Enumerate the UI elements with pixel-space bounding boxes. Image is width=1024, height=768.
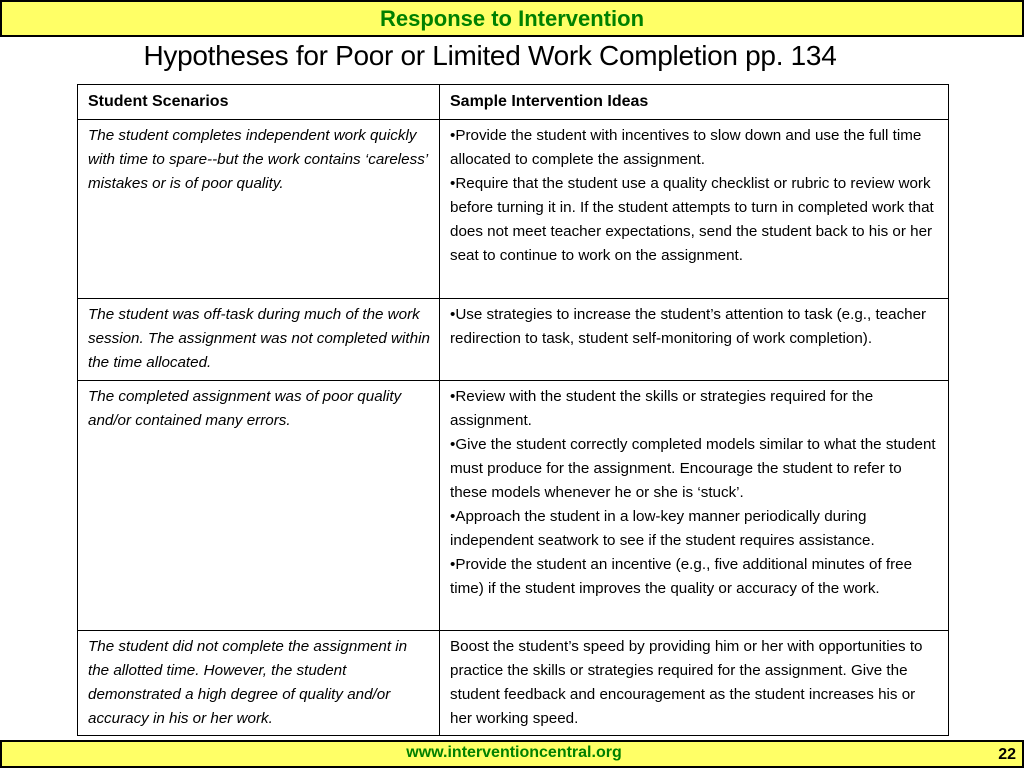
- interventions-table: [77, 84, 949, 736]
- column-header-ideas: Sample Intervention Ideas: [440, 85, 949, 120]
- intervention-idea: •Review with the student the skills or strategies required for the assignment.: [450, 388, 874, 429]
- ideas-cell: [440, 120, 949, 299]
- slide-title: Hypotheses for Poor or Limited Work Completion pp. 134: [143, 40, 837, 71]
- scenario-cell: The student completes independent work quickly with time to spare--but the work contains ‘careless’ mistakes or is of poor quality.: [78, 120, 440, 299]
- intervention-idea: •Provide the student an incentive (e.g., five additional minutes of free time) if the student improves the quality or accuracy of the work.: [450, 556, 913, 597]
- ideas-cell: [440, 299, 949, 381]
- header-banner: [0, 0, 1024, 37]
- intervention-idea: Boost the student’s speed by providing him or her with opportunities to practice the skills or strategies required for the assignment. Give the student feedback and encouragement as the student increases his or her working speed.: [450, 638, 923, 727]
- scenario-cell: The student did not complete the assignment in the allotted time. However, the student demonstrated a high degree of quality and/or accuracy in his or her work.: [78, 631, 440, 736]
- table-row: [78, 299, 949, 381]
- table-row: [78, 120, 949, 299]
- intervention-idea: •Require that the student use a quality checklist or rubric to review work before turning it in. If the student attempts to turn in completed work that does not meet teacher expectations, send the student back to his or her seat to continue to work on the assignment.: [450, 175, 934, 264]
- table-row: [78, 381, 949, 631]
- footer-url-link[interactable]: www.interventioncentral.org: [406, 744, 622, 761]
- intervention-idea: •Give the student correctly completed models similar to what the student must produce for the assignment. Encourage the student to refer to these models whenever he or she is ‘stuck’.: [450, 436, 936, 501]
- table-row: [78, 631, 949, 736]
- scenario-cell: The completed assignment was of poor quality and/or contained many errors.: [78, 381, 440, 631]
- table-header-row: [78, 85, 949, 120]
- scenario-cell: The student was off-task during much of the work session. The assignment was not completed within the time allocated.: [78, 299, 440, 381]
- header-banner-text: Response to Intervention: [379, 5, 645, 31]
- intervention-idea: •Provide the student with incentives to slow down and use the full time allocated to complete the assignment.: [450, 127, 922, 168]
- column-header-scenarios: Student Scenarios: [78, 85, 440, 120]
- intervention-idea: •Use strategies to increase the student’s attention to task (e.g., teacher redirection to task, student self-monitoring of work completion).: [450, 306, 927, 347]
- page-number: 22: [998, 746, 1016, 763]
- footer-banner: [0, 740, 1024, 768]
- ideas-cell: [440, 631, 949, 736]
- intervention-idea: •Approach the student in a low-key manner periodically during independent seatwork to see if the student requires assistance.: [450, 508, 875, 549]
- ideas-cell: [440, 381, 949, 631]
